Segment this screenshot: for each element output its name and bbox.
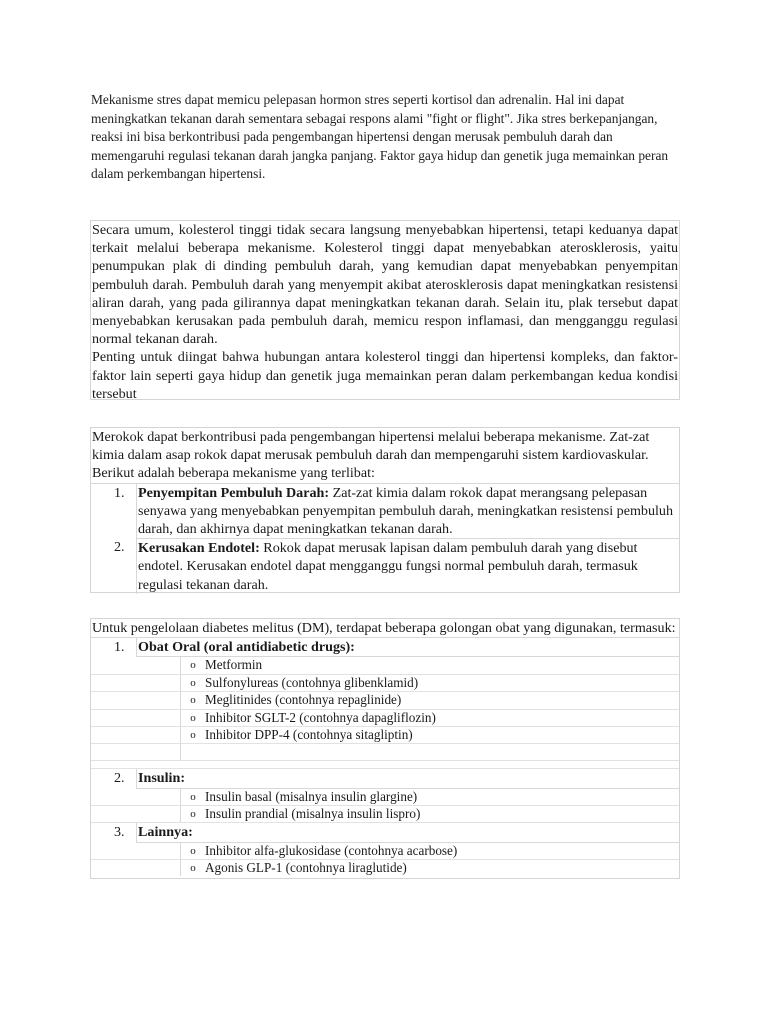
diabetes-intro: Untuk pengelolaan diabetes melitus (DM), terdapat beberapa golongan obat yang digunakan, termasuk: (91, 619, 679, 638)
section-merokok (90, 427, 680, 593)
list-item (91, 538, 679, 594)
drug-item (91, 709, 679, 726)
drug-group-title: Lainnya: (136, 823, 679, 842)
kolesterol-paragraph-1: Secara umum, kolesterol tinggi tidak secara langsung menyebabkan hipertensi, tetapi keduanya dapat terkait melalui beberapa mekanisme. Kolesterol tinggi dapat menyebabkan aterosklerosis, yaitu penumpukan plak di dinding pembuluh darah, yang kemudian dapat menyebabkan penyempitan pembuluh darah. Pembuluh darah yang menyempit akibat aterosklerosis dapat meningkatkan resistensi aliran darah, yang pada gilirannya dapat meningkatkan tekanan darah. Selain itu, plak tersebut dapat menyebabkan kerusakan pada pembuluh darah, memicu respon inflamasi, dan mengganggu regulasi normal tekanan darah. (92, 222, 678, 348)
drug-name: Meglitinides (contohnya repaglinide) (205, 692, 402, 708)
list-item (91, 484, 679, 539)
list-number: 1. (114, 484, 125, 501)
drug-item (91, 805, 679, 822)
drug-name: Insulin prandial (misalnya insulin lispro) (205, 806, 421, 822)
list-number: 2. (114, 770, 125, 787)
list-number: 2. (114, 539, 125, 556)
drug-item (91, 843, 679, 859)
drug-item (91, 691, 679, 708)
merokok-intro: Merokok dapat berkontribusi pada pengembangan hipertensi melalui beberapa mekanisme. Zat-zat kimia dalam asap rokok dapat merusak pembuluh darah dan mempengaruhi sistem kardiovaskular. Berikut adalah beberapa mekanisme yang terlibat: (91, 428, 679, 484)
drug-group (91, 638, 679, 657)
drug-group-title: Obat Oral (oral antidiabetic drugs): (136, 638, 679, 657)
drug-name: Inhibitor alfa-glukosidase (contohnya acarbose) (205, 842, 458, 858)
drug-name: Sulfonylureas (contohnya glibenklamid) (205, 674, 419, 690)
bullet-icon: o (190, 862, 196, 875)
drug-name: Inhibitor SGLT-2 (contohnya dapagliflozin) (205, 709, 436, 725)
bullet-icon: o (190, 694, 196, 707)
list-number: 3. (114, 824, 125, 841)
bullet-icon: o (190, 844, 196, 857)
drug-item (91, 674, 679, 691)
drug-item (91, 789, 679, 805)
list-number: 1. (114, 639, 125, 656)
drug-group (91, 768, 679, 788)
bullet-icon: o (190, 711, 196, 724)
drug-name: Insulin basal (misalnya insulin glargine) (205, 788, 418, 804)
drug-item (91, 657, 679, 673)
section-diabetes (90, 618, 680, 879)
bullet-icon: o (190, 676, 196, 689)
paragraph-stress: Mekanisme stres dapat memicu pelepasan hormon stres seperti kortisol dan adrenalin. Hal ini dapat meningkatkan tekanan darah sementara sebagai respons alami "fight or flight". Jika stres berkepanjangan, reaksi ini bisa berkontribusi pada pengembangan hipertensi dengan merusak pembuluh darah dan memengaruhi regulasi tekanan darah jangka panjang. Faktor gaya hidup dan genetik juga memainkan peran dalam perkembangan hipertensi. (91, 92, 669, 181)
bullet-icon: o (190, 729, 196, 742)
drug-name: Inhibitor DPP-4 (contohnya sitagliptin) (205, 727, 413, 743)
list-item-title: Kerusakan Endotel: (138, 540, 260, 557)
bullet-icon: o (190, 659, 196, 672)
list-item-title: Penyempitan Pembuluh Darah: (138, 484, 330, 501)
list-item-text: Rokok dapat merusak lapisan dalam pembuluh darah yang disebut endotel. Kerusakan endotel dapat mengganggu fungsi normal pembuluh darah, termasuk regulasi tekanan darah. (138, 540, 638, 593)
drug-group (91, 822, 679, 842)
bullet-icon: o (190, 808, 196, 821)
drug-name: Agonis GLP-1 (contohnya liraglutide) (205, 860, 407, 876)
drug-item (91, 859, 679, 876)
section-kolesterol (90, 220, 680, 400)
bullet-icon: o (190, 790, 196, 803)
list-item-text: Zat-zat kimia dalam rokok dapat merangsang pelepasan senyawa yang menyebabkan penyempitan pembuluh darah, meningkatkan resistensi pembuluh darah, dan akhirnya dapat meningkatkan tekanan darah. (138, 484, 674, 538)
drug-group-title: Insulin: (136, 769, 679, 788)
kolesterol-paragraph-2: Penting untuk diingat bahwa hubungan antara kolesterol tinggi dan hipertensi kompleks, dan faktor-faktor lain seperti gaya hidup dan genetik juga memainkan peran dalam perkembangan kedua kondisi tersebut (92, 349, 678, 402)
spacer-row (91, 760, 679, 768)
drug-item (91, 726, 679, 743)
empty-row (91, 743, 679, 760)
drug-name: Metformin (205, 657, 263, 673)
